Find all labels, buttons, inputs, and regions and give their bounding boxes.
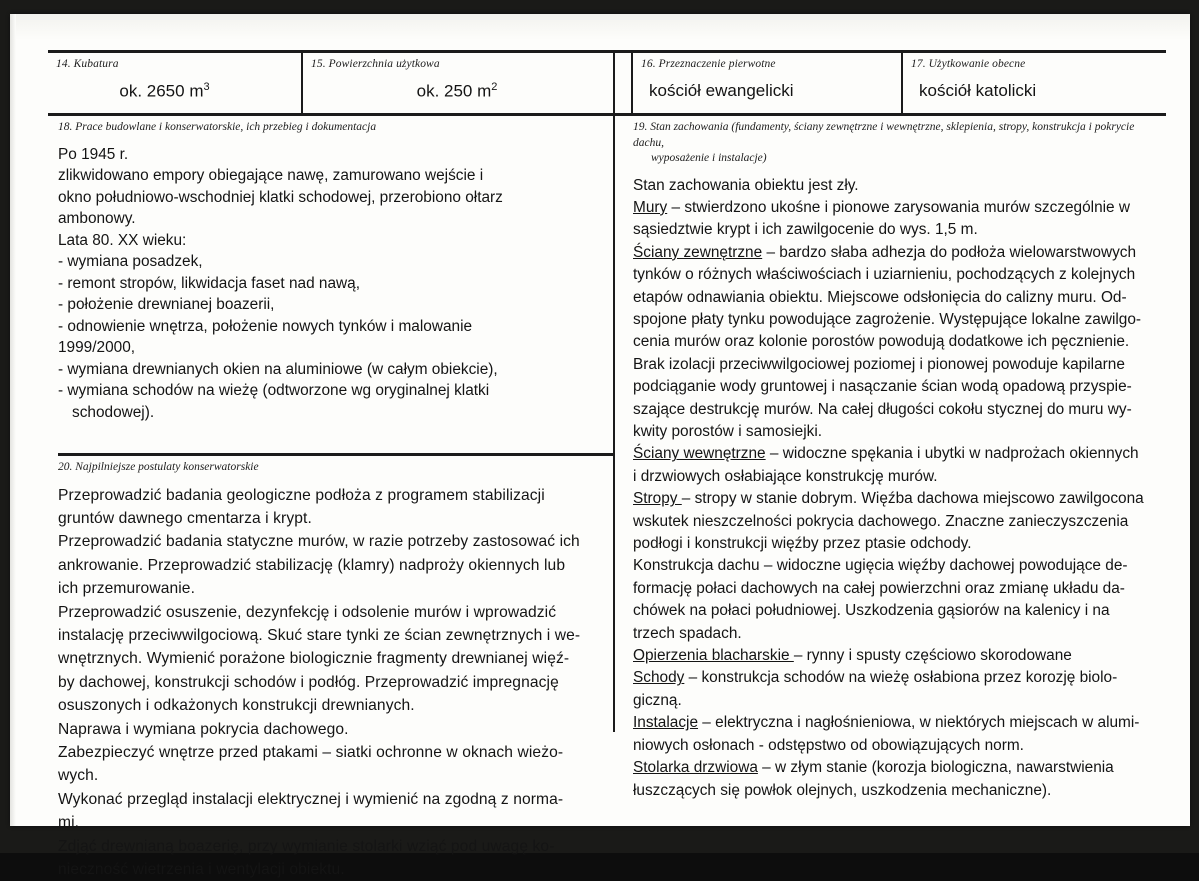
text-line: ambonowy.	[58, 210, 136, 228]
text-line: 1999/2000,	[58, 339, 136, 357]
field-15-value-superscript: 2	[491, 81, 498, 94]
text-line: Stan zachowania obiektu jest zły.	[633, 176, 859, 194]
section-20	[48, 456, 613, 881]
text-line: Instalacje – elektryczna i nagłośnieniowa, w niektórych miejscach w alumi-	[633, 714, 1140, 732]
text-line: ich przemurowanie.	[58, 580, 196, 598]
text-line: Przeprowadzić osuszenie, dezynfekcję i odsolenie murów i wprowadzić	[58, 603, 557, 621]
section-20-heading: 20. Najpilniejsze postulaty konserwatorskie	[58, 461, 259, 473]
section-19-heading	[623, 116, 1166, 167]
right-column	[613, 116, 1166, 813]
text-line: Naprawa i wymiana pokrycia dachowego.	[58, 720, 349, 738]
field-17-label: 17. Użytkowanie obecne	[911, 58, 1026, 70]
text-line-indented: schodowej).	[72, 403, 155, 421]
text-line: kwity porostów i samosiejki.	[633, 423, 823, 441]
underlined-term: Instalacje	[633, 714, 699, 732]
text-line: Wykonać przegląd instalacji elektrycznej i wymienić na zgodną z norma-	[58, 790, 564, 808]
section-18-heading: 18. Prace budowlane i konserwatorskie, ich przebieg i dokumentacja	[58, 121, 377, 133]
field-16-przeznaczenie-pierwotne[interactable]	[633, 53, 903, 113]
underlined-term: Mury	[633, 198, 668, 216]
text-line: Opierzenia blacharskie – rynny i spusty częściowo skorodowane	[633, 647, 1072, 665]
text-line: gruntów dawnego cmentarza i krypt.	[58, 509, 312, 527]
underlined-term: Stolarka drzwiowa	[633, 759, 758, 777]
text-line: cenia murów oraz kolonie porostów powodują dodatkowe ich pęcznienie.	[633, 333, 1130, 351]
text-line: zlikwidowano empory obiegające nawę, zamurowano wejście i	[58, 167, 484, 185]
section-19-lines	[633, 175, 1156, 802]
text-line: Po 1945 r.	[58, 145, 129, 163]
paper-sheet	[10, 14, 1190, 879]
text-line: Stropy – stropy w stanie dobrym. Więźba dachowa miejscowo zawilgocona	[633, 490, 1144, 508]
field-15-label: 15. Powierzchnia użytkowa	[311, 58, 440, 70]
text-line: niowych osłonach - odstępstwo od obowiązujących norm.	[633, 736, 1024, 754]
text-line: Przeprowadzić badania statyczne murów, w razie potrzeby zastosować ich	[58, 533, 580, 551]
text-line: szające destrukcję murów. Na całej długości cokołu stycznej do muru wy-	[633, 400, 1132, 418]
text-line: Stolarka drzwiowa – w złym stanie (korozja biologiczna, nawarstwienia	[633, 759, 1114, 777]
left-column	[48, 116, 613, 879]
field-16-value: kościół ewangelicki	[649, 81, 794, 101]
field-15-value-text: ok. 250 m	[416, 82, 492, 102]
section-20-body	[48, 476, 613, 881]
field-14-kubatura[interactable]	[48, 53, 303, 113]
section-19-body	[623, 167, 1166, 802]
underlined-term: Ściany zewnętrzne	[633, 243, 763, 261]
text-line: trzech spadach.	[633, 624, 742, 642]
text-line: - położenie drewnianej boazerii,	[58, 296, 275, 314]
field-14-value	[56, 81, 301, 102]
text-line: sąsiedztwie krypt i ich zawilgocenie do wys. 1,5 m.	[633, 221, 978, 239]
underlined-term: Ściany wewnętrzne	[633, 445, 766, 463]
text-line: podłogi i konstrukcji więźby przez ptasie odchody.	[633, 535, 972, 553]
text-line: - wymiana schodów na wieżę (odtworzone wg oryginalnej klatki	[58, 382, 490, 400]
text-line: ankrowanie. Przeprowadzić stabilizację (klamry) nadproży okiennych lub	[58, 556, 566, 574]
text-line: i drzwiowych osłabiające konstrukcję murów.	[633, 467, 938, 485]
text-line: nieczność wietrzenia i wentylacji obiektu.	[58, 861, 345, 879]
text-line: wskutek nieszczelności pokrycia dachowego. Znaczne zanieczyszczenia	[633, 512, 1129, 530]
text-line: formację połaci dachowych na całej powierzchni oraz zmianę układu da-	[633, 579, 1125, 597]
field-14-value-text: ok. 2650 m	[119, 82, 204, 102]
field-15-powierzchnia-uzytkowa[interactable]	[303, 53, 633, 113]
text-line: - remont stropów, likwidacja faset nad nawą,	[58, 274, 360, 292]
body-two-columns	[48, 116, 1166, 879]
section-18-lines	[58, 144, 603, 424]
text-line: - odnowienie wnętrza, położenie nowych tynków i malowanie	[58, 317, 473, 335]
section-18-body	[48, 136, 613, 424]
field-17-value: kościół katolicki	[919, 81, 1037, 101]
text-line: podciąganie wody gruntowej i nasączanie ścian wodą opadową przyspie-	[633, 378, 1132, 396]
text-line: spojone płaty tynku powodujące zagrożenie. Występujące lokalne zawilgo-	[633, 310, 1142, 328]
field-15-value	[311, 81, 631, 102]
text-line: - wymiana drewnianych okien na aluminiowe (w całym obiekcie),	[58, 360, 498, 378]
underlined-term: Opierzenia blacharskie	[633, 647, 794, 665]
text-line: Brak izolacji przeciwwilgociowej poziomej i pionowej powoduje kapilarne	[633, 355, 1125, 373]
text-line: mi.	[58, 814, 80, 832]
field-14-label: 14. Kubatura	[56, 58, 119, 70]
record-card-form	[48, 50, 1166, 879]
text-line: Konstrukcja dachu – widoczne ugięcia więźby dachowej powodujące de-	[633, 557, 1128, 575]
text-line: etapów odnawiania obiektu. Miejscowe odsłonięcia do calizny muru. Od-	[633, 288, 1127, 306]
text-line: łuszczących się powłok olejnych, uszkodzenia mechaniczne).	[633, 781, 1052, 799]
section-19-heading-line-2: wyposażenie i instalacje)	[651, 152, 767, 165]
section-19	[623, 116, 1166, 802]
field-14-value-superscript: 3	[203, 81, 210, 94]
text-line: Przeprowadzić badania geologiczne podłoża z programem stabilizacji	[58, 486, 545, 504]
field-17-uzytkowanie-obecne[interactable]	[903, 53, 1166, 113]
field-16-label: 16. Przeznaczenie pierwotne	[641, 58, 776, 70]
text-line: Schody – konstrukcja schodów na wieżę osłabiona przez korozję biolo-	[633, 669, 1118, 687]
text-line: okno południowo-wschodniej klatki schodowej, przerobiono ołtarz	[58, 188, 503, 206]
text-line: Ściany zewnętrzne – bardzo słaba adhezja do podłoża wielowarstwowych	[633, 243, 1137, 261]
text-line: osuszonych i odkażonych konstrukcji drewnianych.	[58, 697, 415, 715]
underlined-term: Schody	[633, 669, 685, 687]
text-line: by dachowej, konstrukcji schodów i podłóg. Przeprowadzić impregnację	[58, 673, 559, 691]
text-line: - wymiana posadzek,	[58, 253, 203, 271]
text-line: Lata 80. XX wieku:	[58, 231, 187, 249]
text-line: chówek na połaci południowej. Uszkodzenia gąsiorów na kalenicy i na	[633, 602, 1110, 620]
text-line: wnętrznych. Wymienić porażone biologicznie fragmenty drewnianej więź-	[58, 650, 570, 668]
section-19-heading-line-1: 19. Stan zachowania (fundamenty, ściany zewnętrzne i wewnętrzne, sklepienia, stropy, konstrukcja i pokrycie dachu,	[633, 121, 1135, 149]
section-20-lines	[58, 484, 603, 881]
text-line: tynków o różnych właściwościach i uziarnieniu, pochodzących z kolejnych	[633, 266, 1136, 284]
text-line: giczną.	[633, 691, 682, 709]
fields-row-14-17	[48, 53, 1166, 113]
text-line: instalację przeciwwilgociową. Skuć stare tynki ze ścian zewnętrznych i we-	[58, 626, 581, 644]
text-line: wych.	[58, 767, 99, 785]
text-line: Mury – stwierdzono ukośne i pionowe zarysowania murów szczególnie w	[633, 198, 1131, 216]
text-line: Zabezpieczyć wnętrze przed ptakami – siatki ochronne w oknach wieżo-	[58, 743, 564, 761]
text-line: Zdjąć drewnianą boazerię, przy wymianie stolarki wziąć pod uwagę ko-	[58, 837, 555, 855]
section-18	[48, 116, 613, 423]
underlined-term: Stropy	[633, 490, 682, 508]
text-line: Ściany wewnętrzne – widoczne spękania i ubytki w nadprożach okiennych	[633, 445, 1139, 463]
